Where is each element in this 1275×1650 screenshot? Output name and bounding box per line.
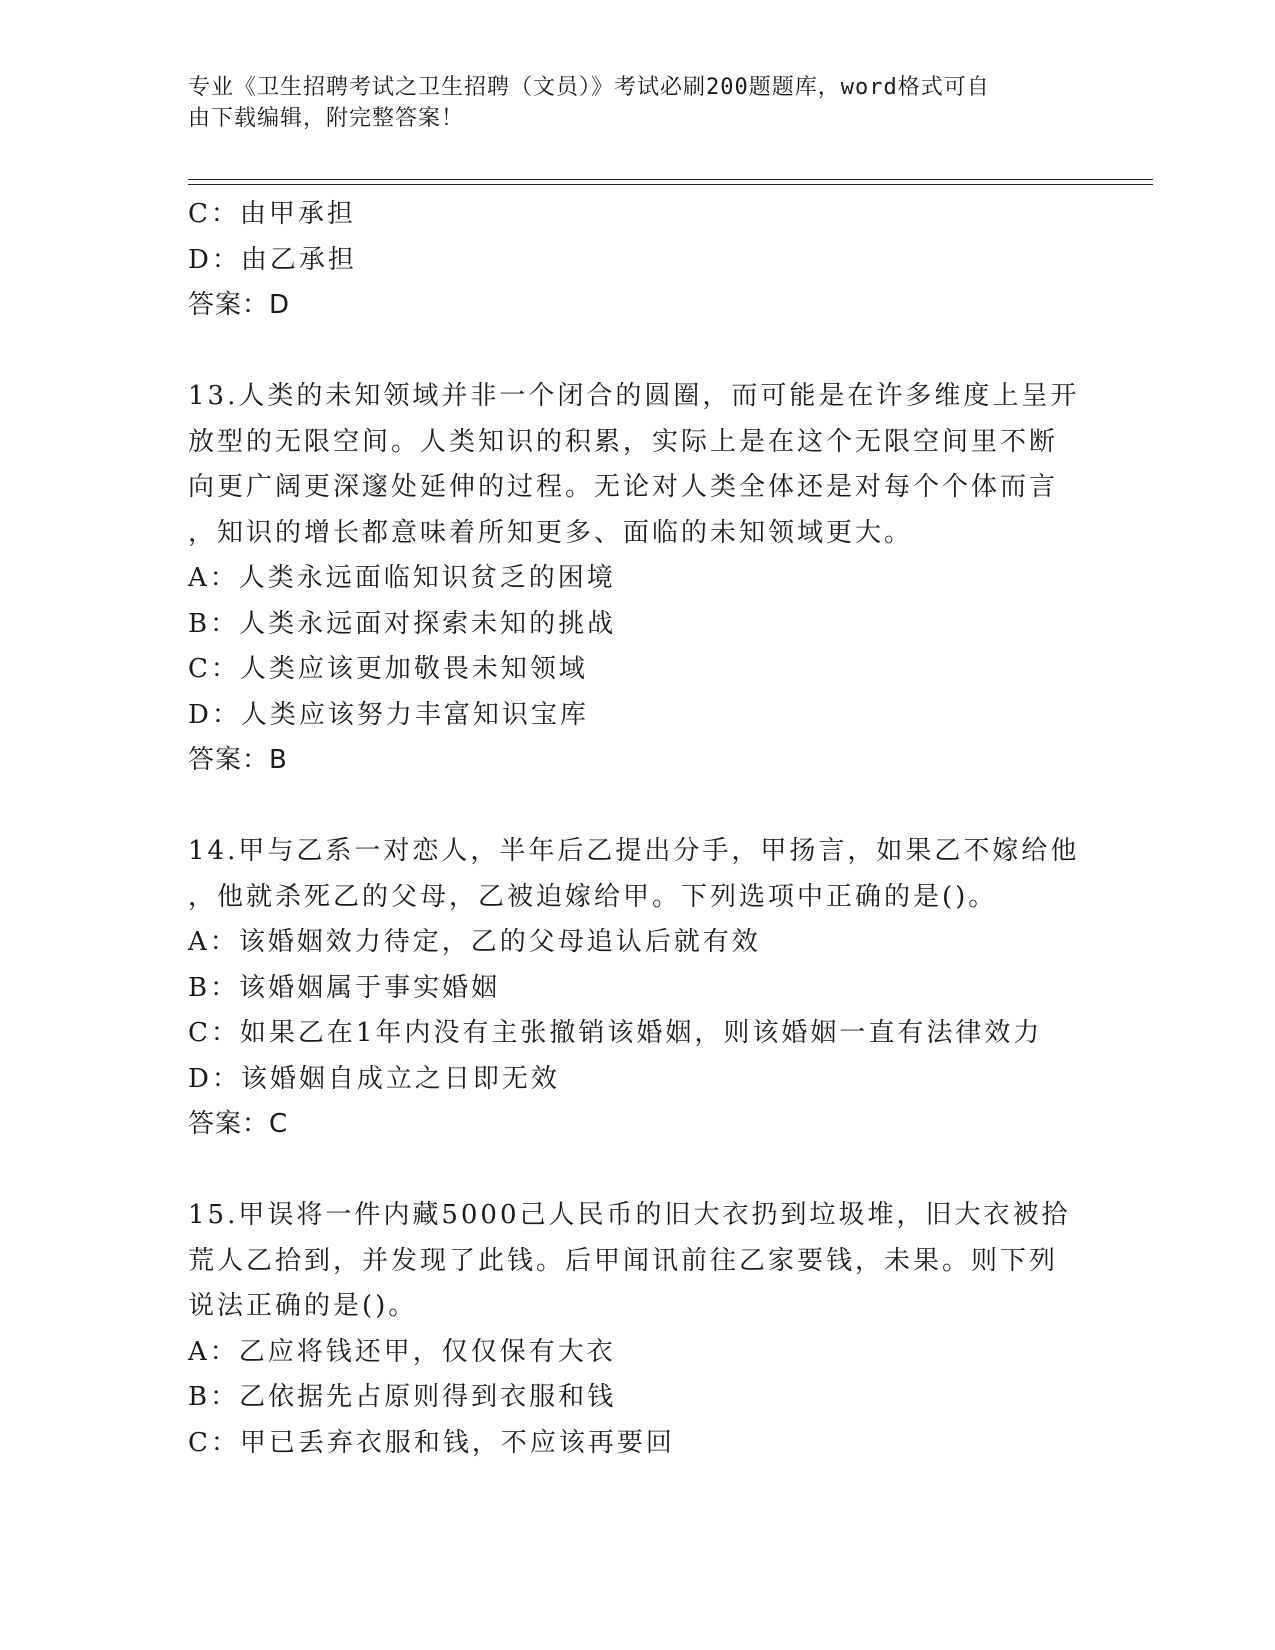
header-rule-bottom: [188, 184, 1153, 185]
question-15: [188, 1193, 1088, 1466]
question-text-line: 向更广阔更深邃处延伸的过程。无论对人类全体还是对每个个体而言: [188, 472, 1059, 502]
option-c: C：由甲承担: [188, 199, 356, 229]
option-c: C：如果乙在1年内没有主张撤销该婚姻，则该婚姻一直有法律效力: [188, 1018, 1043, 1048]
option-c: C：人类应该更加敬畏未知领域: [188, 654, 588, 684]
question-text-line: 说法正确的是()。: [188, 1291, 418, 1321]
question-text-line: 放型的无限空间。人类知识的积累，实际上是在这个无限空间里不断: [188, 426, 1059, 457]
spacer: [188, 329, 1088, 375]
answer-label: 答案：B: [188, 745, 288, 775]
option-a: A：该婚姻效力待定，乙的父母追认后就有效: [188, 927, 761, 957]
option-d: D：由乙承担: [188, 244, 357, 275]
option-b: B：该婚姻属于事实婚姻: [188, 972, 501, 1003]
question-text-line: 15.甲误将一件内藏5000己人民币的旧大衣扔到垃圾堆，旧大衣被拾: [188, 1200, 1071, 1230]
header-line-1: 专业《卫生招聘考试之卫生招聘（文员）》考试必刷200题题库，word格式可自: [188, 75, 990, 100]
question-text-line: 13.人类的未知领域并非一个闭合的圆圈，而可能是在许多维度上呈开: [188, 381, 1080, 411]
question-13: [188, 374, 1088, 784]
question-list: [188, 192, 1088, 1466]
header-line-2: 由下载编辑，附完整答案！: [188, 106, 465, 131]
answer-label: 答案：D: [188, 290, 291, 320]
answer-label: 答案：C: [188, 1109, 289, 1139]
question-text-line: 荒人乙拾到，并发现了此钱。后甲闻讯前往乙家要钱，未果。则下列: [188, 1245, 1059, 1276]
option-b: B：乙依据先占原则得到衣服和钱: [188, 1382, 617, 1412]
option-b: B：人类永远面对探索未知的挑战: [188, 608, 617, 639]
question-14: [188, 829, 1088, 1148]
question-12-tail: [188, 192, 1088, 329]
option-a: A：乙应将钱还甲，仅仅保有大衣: [188, 1336, 616, 1367]
question-text-line: ，知识的增长都意味着所知更多、面临的未知领域更大。: [188, 517, 914, 548]
header-rule-top: [188, 179, 1153, 180]
spacer: [188, 784, 1088, 830]
option-d: D：人类应该努力丰富知识宝库: [188, 699, 589, 730]
spacer: [188, 1148, 1088, 1194]
question-text-line: ，他就杀死乙的父母，乙被迫嫁给甲。下列选项中正确的是()。: [188, 881, 998, 912]
document-header: [188, 72, 1068, 134]
question-text-line: 14.甲与乙系一对恋人，半年后乙提出分手，甲扬言，如果乙不嫁给他: [188, 836, 1080, 866]
option-a: A：人类永远面临知识贫乏的困境: [188, 563, 616, 593]
option-d: D：该婚姻自成立之日即无效: [188, 1063, 560, 1094]
option-c: C：甲已丢弃衣服和钱，不应该再要回: [188, 1427, 675, 1458]
